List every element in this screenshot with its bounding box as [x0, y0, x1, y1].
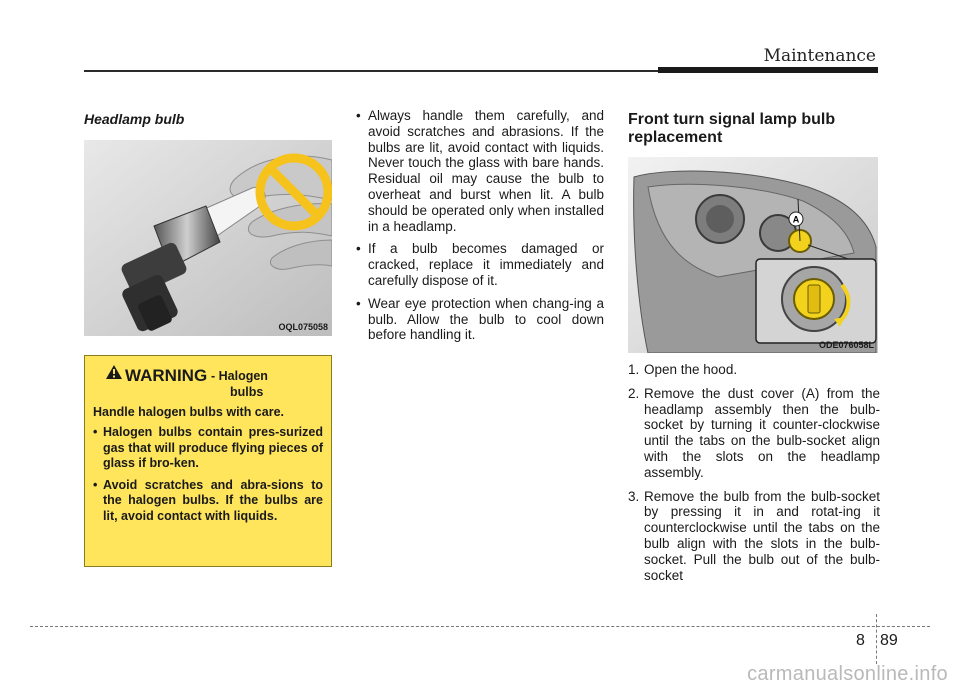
- section-title: Maintenance: [763, 46, 876, 66]
- step-item: [628, 386, 880, 481]
- step-number: 1.: [628, 362, 640, 377]
- footer-divider: [876, 614, 877, 664]
- warning-item: • Halogen bulbs contain pres-surized gas that will produce flying pieces of glass if bro-ken.: [93, 425, 323, 472]
- warning-lead: Handle halogen bulbs with care.: [93, 405, 285, 419]
- warning-item: • Avoid scratches and abra-sions to the halogen bulbs. If the bulbs are lit, avoid contact with liquids.: [93, 478, 323, 525]
- headlamp-bulb-heading: Headlamp bulb: [84, 111, 185, 127]
- warning-list: [93, 425, 323, 524]
- bulb-handling-list: [356, 108, 604, 343]
- step-item: [628, 489, 880, 584]
- warning-word: WARNING: [125, 366, 208, 385]
- warning-subject-line1: - Halogen: [211, 369, 268, 383]
- bullet-item: • Always handle them carefully, and avoid scratches and abrasions. If the bulbs are lit, avoid contact with liquids. Never touch the glass with bare hands. Residual oil may cause the bulb to overheat and burst when lit. A bulb should be operated only when installed in a headlamp.: [356, 108, 604, 234]
- photo-code-ode076058l: ODE076058L: [818, 340, 874, 350]
- bullet-item: • If a bulb becomes damaged or cracked, replace it immediately and carefully dispose of it.: [356, 241, 604, 288]
- bullet-item: • Wear eye protection when chang-ing a bulb. Allow the bulb to cool down before handling it.: [356, 296, 604, 343]
- step-item: [628, 362, 880, 378]
- step-text: Open the hood.: [644, 362, 738, 377]
- page-number: 89: [880, 632, 898, 649]
- watermark-text: carmanualsonline.info: [747, 663, 948, 685]
- headlamp-assembly-photo: [628, 157, 878, 353]
- photo-code-oql075058: OQL075058: [278, 322, 328, 332]
- bulb-handling-section: [356, 108, 604, 350]
- turn-signal-heading: Front turn signal lamp bulb replacement: [628, 111, 836, 146]
- step-text: Remove the bulb from the bulb-socket by pressing it in and rotat-ing it counterclockwise until the tabs on the bulb align with the slots in the bulb-socket. Pull the bulb out of the bulb-socket: [644, 488, 880, 583]
- replacement-steps: [628, 362, 880, 591]
- step-number: 2.: [628, 385, 640, 401]
- step-text: Remove the dust cover (A) from the headlamp assembly then the bulb-socket by turning it counter-clockwise until the tabs on the bulb-socket align with the slots on the headlamp assembly.: [644, 385, 880, 480]
- warning-subject-line2: bulbs: [230, 385, 264, 399]
- warning-triangle-icon: [105, 364, 123, 380]
- step-number: 3.: [628, 488, 640, 504]
- warning-box: [84, 355, 332, 567]
- footer-rule: [30, 626, 930, 627]
- header-tab-bar: [658, 67, 878, 73]
- chapter-number: 8: [856, 632, 865, 649]
- callout-label-a: A: [792, 214, 800, 225]
- halogen-bulb-photo: [84, 140, 332, 336]
